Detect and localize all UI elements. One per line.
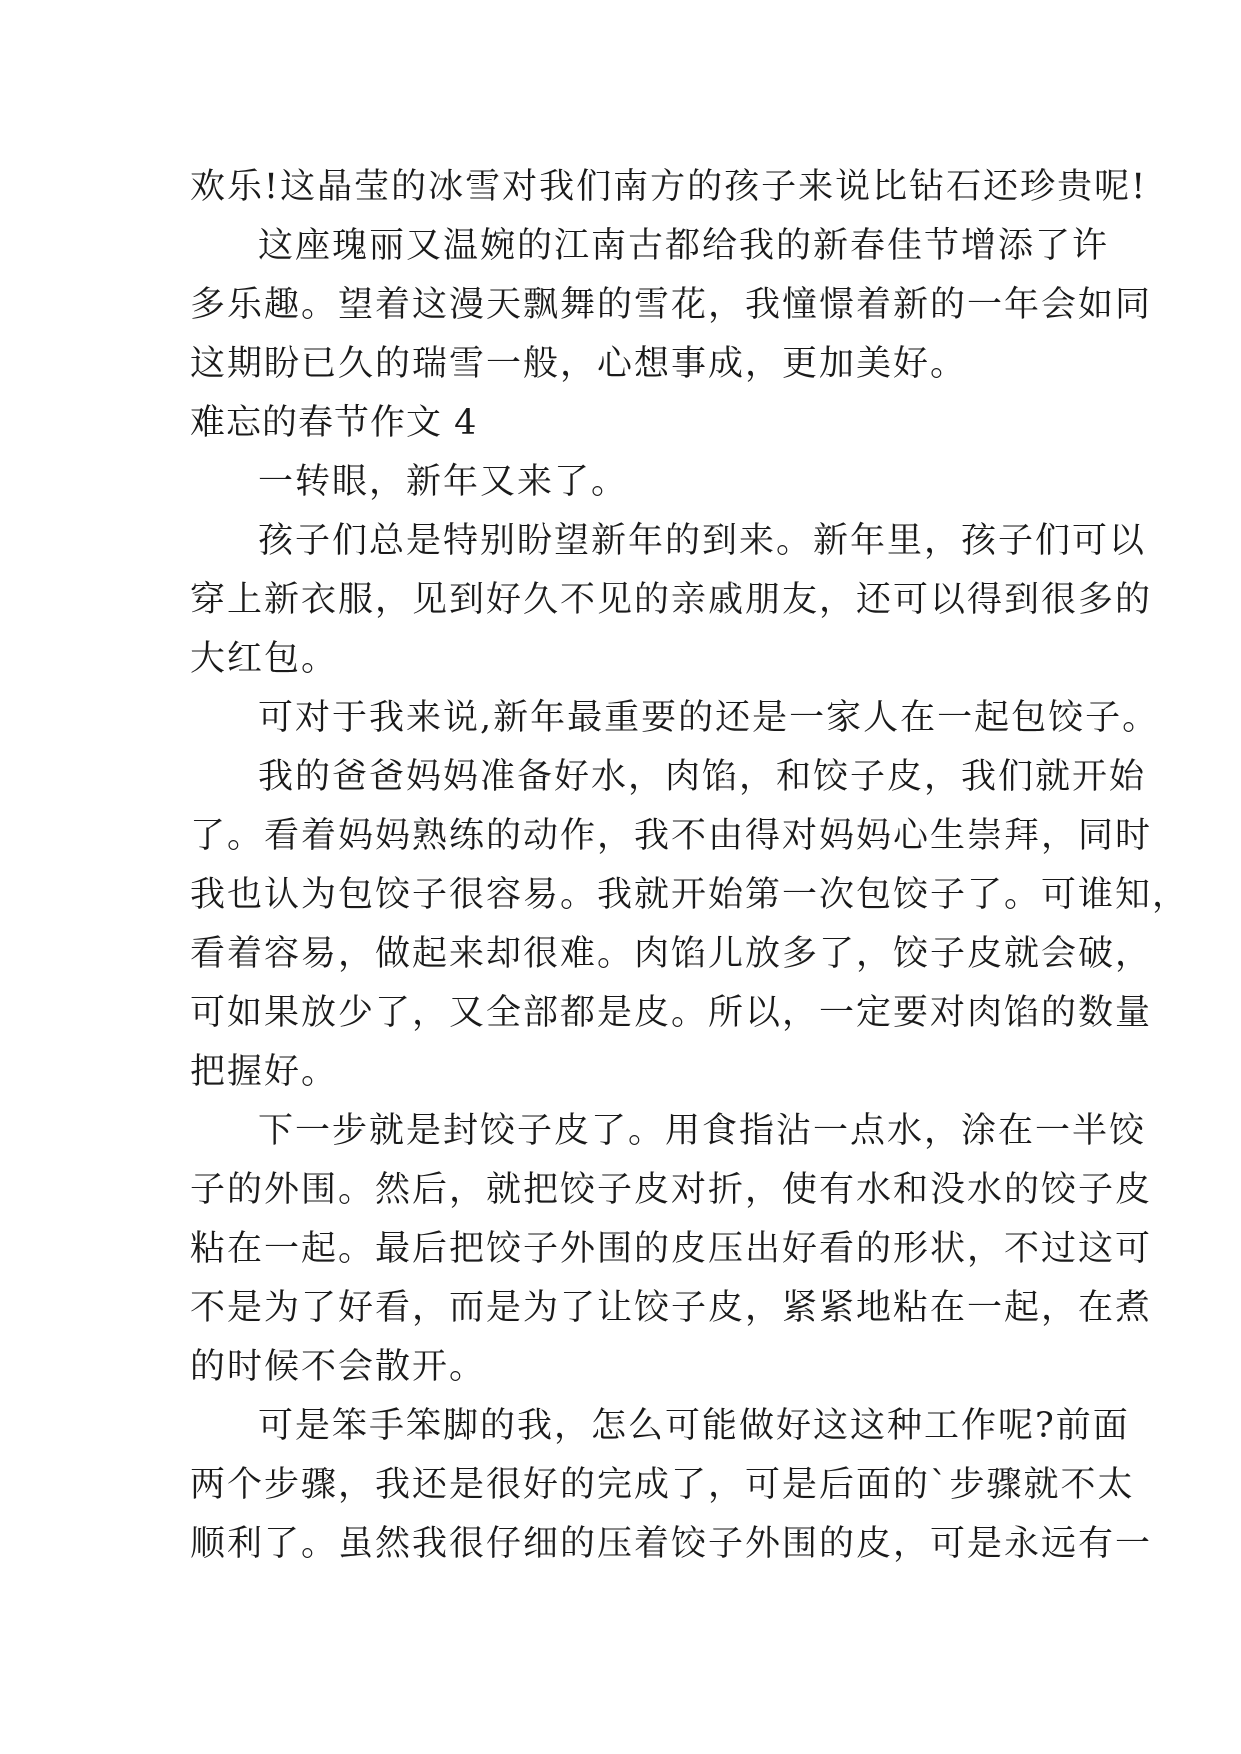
text-line: 我的爸爸妈妈准备好水，肉馅，和饺子皮，我们就开始 xyxy=(258,757,1147,797)
text-line: 下一步就是封饺子皮了。用食指沾一点水，涂在一半饺 xyxy=(258,1111,1147,1151)
text-line: 两个步骤，我还是很好的完成了，可是后面的`步骤就不太 xyxy=(190,1465,1135,1505)
text-line: 不是为了好看，而是为了让饺子皮，紧紧地粘在一起，在煮 xyxy=(190,1288,1153,1328)
text-line: 孩子们总是特别盼望新年的到来。新年里，孩子们可以 xyxy=(258,521,1147,561)
text-line: 把握好。 xyxy=(190,1052,339,1092)
text-line: 了。看着妈妈熟练的动作，我不由得对妈妈心生崇拜，同时 xyxy=(190,816,1153,856)
text-line: 多乐趣。望着这漫天飘舞的雪花，我憧憬着新的一年会如同 xyxy=(190,285,1153,325)
text-line: 粘在一起。最后把饺子外围的皮压出好看的形状，不过这可 xyxy=(190,1229,1153,1269)
text-line: 可如果放少了，又全部都是皮。所以，一定要对肉馅的数量 xyxy=(190,993,1153,1033)
text-line: 大红包。 xyxy=(190,639,339,679)
text-line: 顺利了。虽然我很仔细的压着饺子外围的皮，可是永远有一 xyxy=(190,1524,1153,1564)
text-line: 穿上新衣服，见到好久不见的亲戚朋友，还可以得到很多的 xyxy=(190,580,1153,620)
text-line: 可是笨手笨脚的我，怎么可能做好这这种工作呢?前面 xyxy=(258,1406,1130,1446)
text-line: 我也认为包饺子很容易。我就开始第一次包饺子了。可谁知， xyxy=(190,875,1190,915)
section-heading: 难忘的春节作文 4 xyxy=(190,403,478,443)
text-line: 一转眼，新年又来了。 xyxy=(258,462,629,502)
text-line: 可对于我来说,新年最重要的还是一家人在一起包饺子。 xyxy=(258,698,1160,738)
text-line: 的时候不会散开。 xyxy=(190,1347,487,1387)
text-line: 子的外围。然后，就把饺子皮对折，使有水和没水的饺子皮 xyxy=(190,1170,1153,1210)
text-line: 这座瑰丽又温婉的江南古都给我的新春佳节增添了许 xyxy=(258,226,1110,266)
text-line: 欢乐!这晶莹的冰雪对我们南方的孩子来说比钻石还珍贵呢! xyxy=(190,167,1148,207)
text-line: 看着容易，做起来却很难。肉馅儿放多了，饺子皮就会破， xyxy=(190,934,1153,974)
document-body xyxy=(190,158,1190,1574)
text-line: 这期盼已久的瑞雪一般，心想事成，更加美好。 xyxy=(190,344,968,384)
